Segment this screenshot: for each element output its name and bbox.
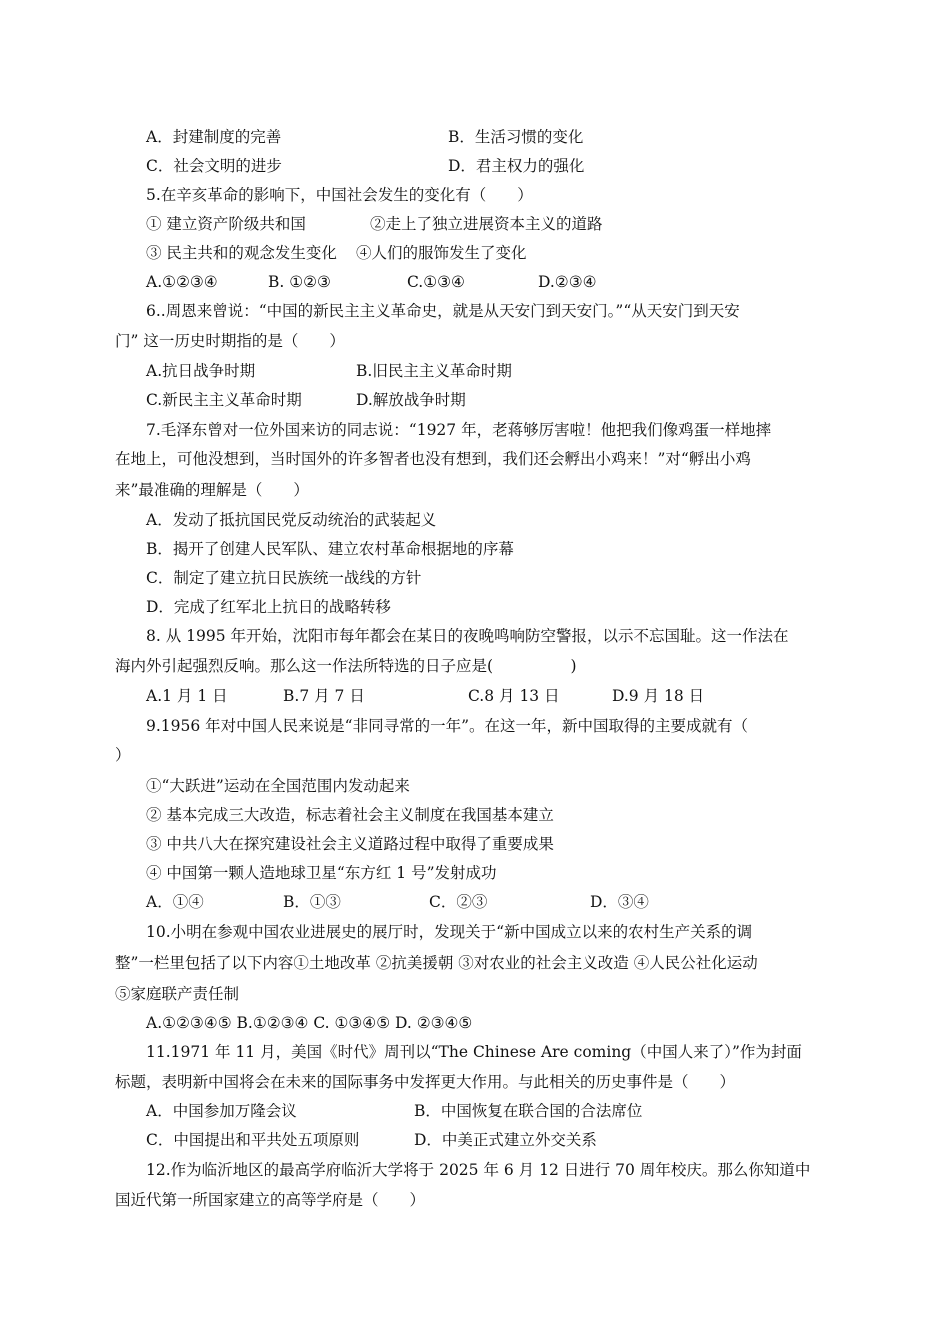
q9-option-c: C．②③ [429, 893, 488, 911]
q9-item-3: ③ 中共八大在探究建设社会主义道路过程中取得了重要成果 [146, 835, 554, 853]
q11-option-c: C．中国提出和平共处五项原则 [146, 1131, 360, 1149]
q8-stem-line-2: 海内外引起强烈反响。那么这一作法所特选的日子应是( ) [115, 657, 577, 675]
q9-item-2: ② 基本完成三大改造，标志着社会主义制度在我国基本建立 [146, 806, 554, 824]
q6-option-a: A.抗日战争时期 [146, 362, 256, 380]
q6-stem-line-2: 门” 这一历史时期指的是（ ） [115, 332, 345, 350]
q12-stem-line-2: 国近代第一所国家建立的高等学府是（ ） [115, 1191, 426, 1209]
q11-option-d: D．中美正式建立外交关系 [414, 1131, 597, 1149]
q11-option-a: A．中国参加万隆会议 [146, 1102, 297, 1120]
q6-option-c: C.新民主主义革命时期 [146, 391, 302, 409]
q8-stem-line-1: 8. 从 1995 年开始，沈阳市每年都会在某日的夜晚鸣响防空警报，以示不忘国耻。这一作法在 [146, 627, 789, 645]
q10-options: A.①②③④⑤ B.①②③④ C. ①③④⑤ D. ②③④⑤ [146, 1014, 473, 1032]
q4-option-a: A．封建制度的完善 [146, 128, 282, 146]
q11-option-b: B．中国恢复在联合国的合法席位 [414, 1102, 643, 1120]
q9-stem-line-2: ） [115, 746, 131, 764]
q5-option-b: B. ①②③ [268, 273, 331, 291]
q7-stem-line-2: 在地上，可他没想到，当时国外的许多智者也没有想到，我们还会孵出小鸡来！”对“孵出小鸡 [115, 450, 751, 468]
q7-option-a: A．发动了抵抗国民党反动统治的武装起义 [146, 511, 437, 529]
q6-stem-line-1: 6..周恩来曾说：“中国的新民主主义革命史，就是从天安门到天安门。”“从天安门到天安 [146, 302, 740, 320]
q7-stem-line-3: 来”最准确的理解是（ ） [115, 481, 309, 499]
q8-option-d: D.9 月 18 日 [612, 687, 705, 705]
q5-item-4: ④人们的服饰发生了变化 [356, 244, 527, 262]
q5-item-2: ②走上了独立进展资本主义的道路 [370, 215, 603, 233]
q10-stem-line-2: 整”一栏里包括了以下内容①土地改革 ②抗美援朝 ③对农业的社会主义改造 ④人民公社化运动 [115, 954, 758, 972]
q4-option-b: B．生活习惯的变化 [448, 128, 584, 146]
q9-item-1: ①“大跃进”运动在全国范围内发动起来 [146, 777, 410, 795]
q8-option-a: A.1 月 1 日 [146, 687, 228, 705]
q8-option-b: B.7 月 7 日 [283, 687, 365, 705]
q9-option-b: B．①③ [283, 893, 341, 911]
q9-item-4: ④ 中国第一颗人造地球卫星“东方红 1 号”发射成功 [146, 864, 497, 882]
q4-option-c: C．社会文明的进步 [146, 157, 282, 175]
q9-option-a: A．①④ [146, 893, 204, 911]
q5-stem: 5.在辛亥革命的影响下，中国社会发生的变化有（ ） [146, 186, 533, 204]
q7-option-d: D．完成了红军北上抗日的战略转移 [146, 598, 391, 616]
q9-option-d: D．③④ [590, 893, 649, 911]
q5-option-c: C.①③④ [407, 273, 465, 291]
q5-item-3: ③ 民主共和的观念发生变化 [146, 244, 337, 262]
q11-stem-line-2: 标题，表明新中国将会在未来的国际事务中发挥更大作用。与此相关的历史事件是（ ） [115, 1073, 736, 1091]
q10-stem-line-1: 10.小明在参观中国农业进展史的展厅时，发现关于“新中国成立以来的农村生产关系的调 [146, 923, 753, 941]
q7-stem-line-1: 7.毛泽东曾对一位外国来访的同志说：“1927 年，老蒋够厉害啦！他把我们像鸡蛋一样地摔 [146, 421, 772, 439]
q8-option-c: C.8 月 13 日 [468, 687, 560, 705]
q10-stem-line-3: ⑤家庭联产责任制 [115, 985, 240, 1003]
q6-option-b: B.旧民主主义革命时期 [356, 362, 512, 380]
q4-option-d: D．君主权力的强化 [448, 157, 585, 175]
q7-option-b: B．揭开了创建人民军队、建立农村革命根据地的序幕 [146, 540, 514, 558]
q7-option-c: C．制定了建立抗日民族统一战线的方针 [146, 569, 422, 587]
q5-option-a: A.①②③④ [146, 273, 218, 291]
q5-item-1: ① 建立资产阶级共和国 [146, 215, 306, 233]
q5-option-d: D.②③④ [538, 273, 597, 291]
q12-stem-line-1: 12.作为临沂地区的最高学府临沂大学将于 2025 年 6 月 12 日进行 70 周年校庆。那么你知道中 [146, 1161, 811, 1179]
q11-stem-line-1: 11.1971 年 11 月，美国《时代》周刊以“The Chinese Are coming（中国人来了）”作为封面 [146, 1043, 802, 1061]
q9-stem-line-1: 9.1956 年对中国人民来说是“非同寻常的一年”。在这一年，新中国取得的主要成就有（ [146, 717, 749, 735]
q6-option-d: D.解放战争时期 [356, 391, 466, 409]
